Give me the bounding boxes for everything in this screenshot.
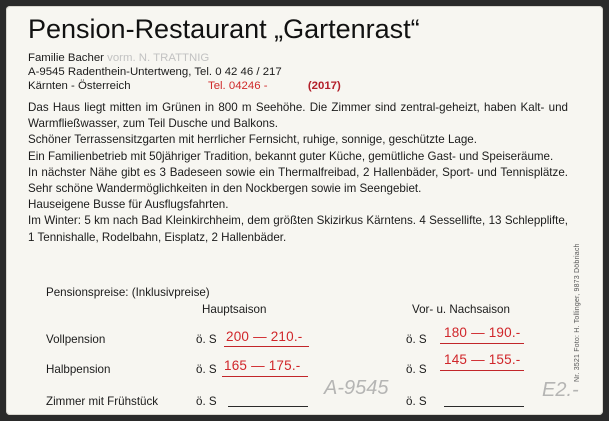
postcard <box>6 6 603 415</box>
currency-label: ö. S <box>406 333 427 346</box>
row-label-zimmer-fruehstueck: Zimmer mit Frühstück <box>46 395 159 408</box>
price-underline <box>224 346 309 347</box>
currency-label: ö. S <box>196 395 217 408</box>
address-line: A-9545 Radenthein-Untertweng, Tel. 0 42 46 / 217 <box>28 66 282 78</box>
price-main-halbpension: 165 — 175.- <box>224 358 301 373</box>
season-main-heading: Hauptsaison <box>202 303 267 316</box>
currency-label: ö. S <box>406 395 427 408</box>
prices-heading: Pensionspreise: (Inklusivpreise) <box>46 286 210 299</box>
season-off-heading: Vor- u. Nachsaison <box>412 303 510 316</box>
currency-label: ö. S <box>196 333 217 346</box>
blank-price-line <box>444 406 524 407</box>
price-main-vollpension: 200 — 210.- <box>226 329 303 344</box>
former-owner: vorm. N. TRATTNIG <box>107 52 210 64</box>
page-title: Pension-Restaurant „Gartenrast“ <box>28 14 420 44</box>
description-paragraph: Hauseigene Busse für Ausflugsfahrten. <box>28 198 229 212</box>
description-paragraph: In nächster Nähe gibt es 3 Badeseen sowie ein Thermalfreibad, 2 Hallenbäder, Sport- und Tennisplätze. Sehr schöne Wandermöglichkeiten in den Nockbergen sowie im Seengebiet. <box>28 165 568 196</box>
row-label-vollpension: Vollpension <box>46 333 106 346</box>
price-underline <box>440 370 524 371</box>
currency-label: ö. S <box>406 363 427 376</box>
currency-label: ö. S <box>196 363 217 376</box>
price-off-halbpension: 145 — 155.- <box>444 352 521 367</box>
description-paragraph: Ein Familienbetrieb mit 50jähriger Tradition, bekannt guter Küche, gemütliche Gast- und Speiseräume. <box>28 149 554 163</box>
new-phone-prefix: Tel. 04246 - <box>208 80 268 92</box>
price-underline <box>222 376 308 377</box>
row-label-halbpension: Halbpension <box>46 363 111 376</box>
description-paragraph: Schöner Terrassensitzgarten mit herrlicher Fernsicht, ruhige, sonnige, geschützte Lage. <box>28 133 477 147</box>
price-underline <box>440 343 524 344</box>
photo-credit: Nr. 3521 Foto: H. Tollinger, 9873 Döbriach <box>574 243 581 382</box>
region-line: Kärnten - Österreich <box>28 80 131 92</box>
description-paragraph: Das Haus liegt mitten im Grünen in 800 m Seehöhe. Die Zimmer sind zentral-geheizt, haben Kalt- und Warmfließwasser, zum Teil Dusche und Balkons. <box>28 101 568 131</box>
pencil-note-right: E2.- <box>542 379 579 401</box>
description-paragraph: Im Winter: 5 km nach Bad Kleinkirchheim, dem größten Skizirkus Kärntens. 4 Sessellifte, 13 Schlepplifte, 1 Tennishalle, Rodelbahn, Eisplatz, 2 Hallenbäder. <box>28 214 568 244</box>
price-table <box>6 6 603 415</box>
pencil-note-left: A-9545 <box>324 377 389 399</box>
owner-name: Familie Bacher <box>28 52 104 64</box>
stamp-year: (2017) <box>307 80 341 92</box>
price-off-vollpension: 180 — 190.- <box>444 325 521 340</box>
blank-price-line <box>228 406 308 407</box>
